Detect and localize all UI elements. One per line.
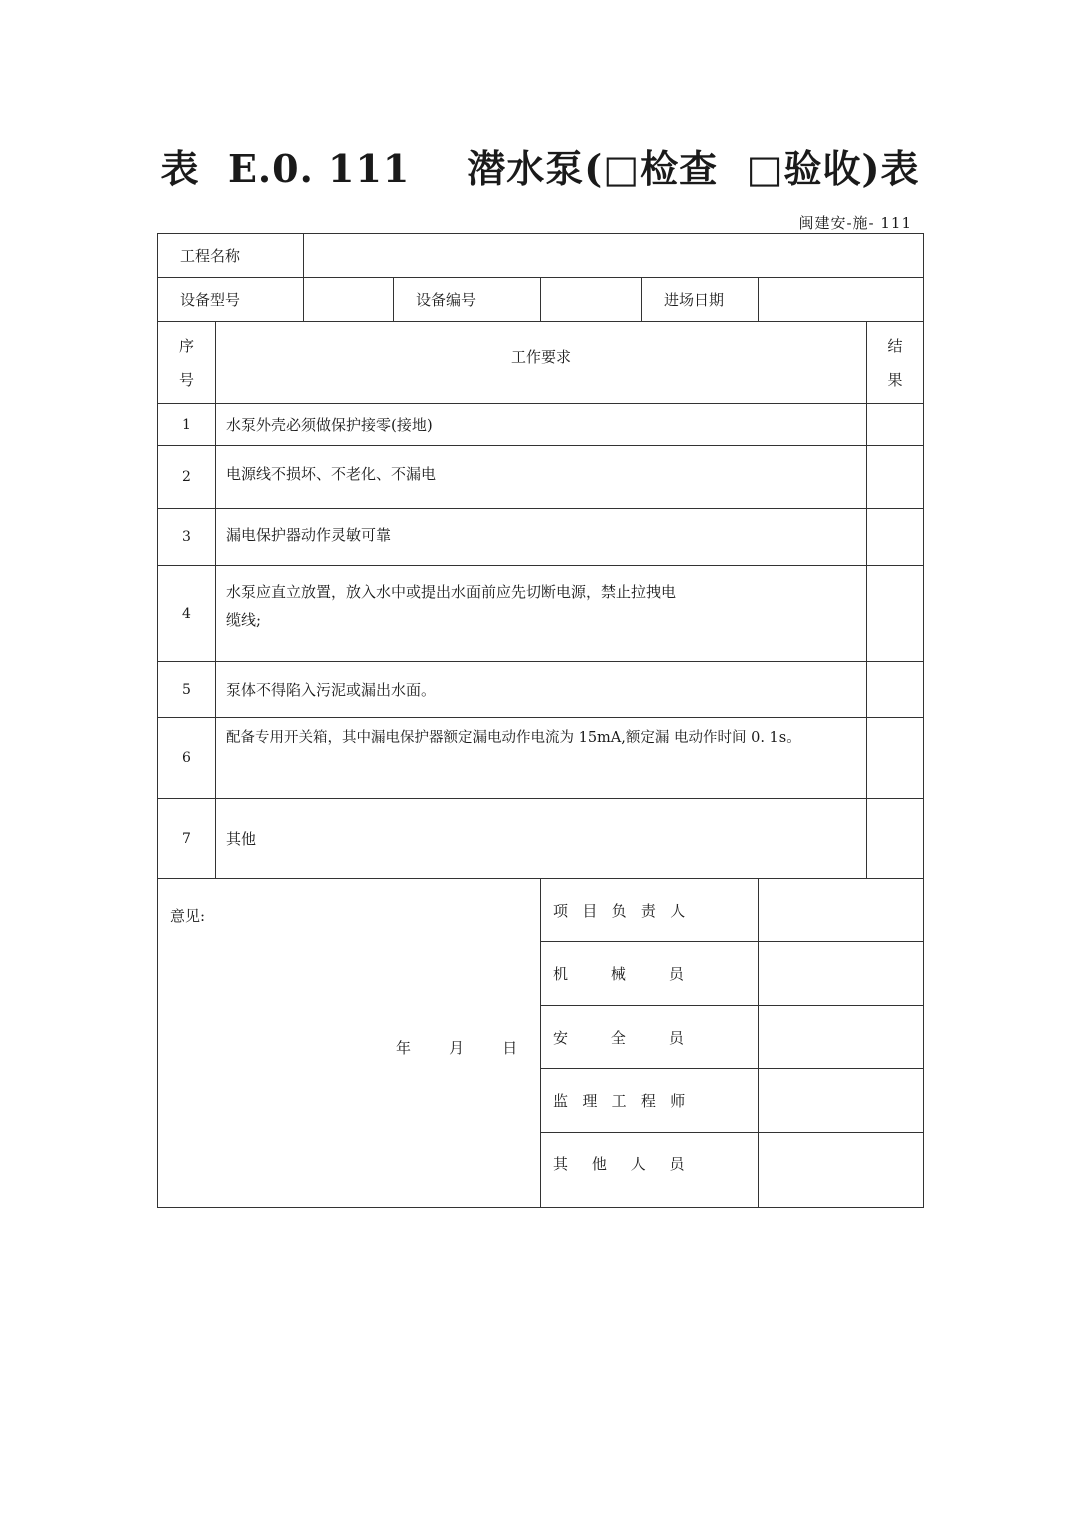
equipment-number-label: 设备编号 [394, 278, 541, 322]
signature-field-others[interactable] [759, 1133, 924, 1208]
table-row [158, 799, 924, 879]
signature-label-safety-officer: 安 全 员 [541, 1006, 759, 1069]
result-cell[interactable] [867, 799, 924, 879]
requirement-text [216, 566, 867, 662]
table-row [158, 509, 924, 566]
signature-label-mechanic: 机 械 员 [541, 942, 759, 1006]
result-cell[interactable] [867, 566, 924, 662]
result-cell[interactable] [867, 509, 924, 566]
opinion-section[interactable] [158, 879, 541, 1208]
requirement-text: 漏电保护器动作灵敏可靠 [216, 509, 867, 566]
seq-header [158, 322, 216, 404]
row-number: 6 [158, 718, 216, 799]
form-code: 闽建安-施- 111 [798, 214, 912, 232]
row-number: 7 [158, 799, 216, 879]
requirement-line: 缆线; [226, 611, 262, 629]
requirement-text: 其他 [216, 799, 867, 879]
entry-date-label: 进场日期 [642, 278, 759, 322]
signature-field-project-leader[interactable] [759, 879, 924, 942]
inspection-table [157, 233, 924, 1208]
project-name-field[interactable] [304, 234, 924, 278]
table-row [158, 566, 924, 662]
signature-label-others: 其 他 人 员 [541, 1133, 759, 1208]
result-cell[interactable] [867, 718, 924, 799]
requirement-text: 泵体不得陷入污泥或漏出水面。 [216, 662, 867, 718]
project-name-label: 工程名称 [158, 234, 304, 278]
seq-header-bottom: 号 [178, 370, 194, 389]
form-title: 表 E.0. 111 潜水泵(□检查 □验收)表 [160, 146, 920, 191]
row-number: 3 [158, 509, 216, 566]
table-row [158, 662, 924, 718]
equipment-model-label: 设备型号 [158, 278, 304, 322]
row-number: 4 [158, 566, 216, 662]
row-number: 2 [158, 446, 216, 509]
equipment-model-field[interactable] [304, 278, 394, 322]
row-number: 5 [158, 662, 216, 718]
signature-field-safety-officer[interactable] [759, 1006, 924, 1069]
signature-label-supervisor: 监 理 工 程 师 [541, 1069, 759, 1133]
table-row [158, 446, 924, 509]
signature-label-project-leader: 项 目 负 责 人 [541, 879, 759, 942]
requirement-text: 水泵外壳必须做保护接零(接地) [216, 404, 867, 446]
opinion-date: 年 月 日 [396, 1039, 518, 1057]
result-cell[interactable] [867, 662, 924, 718]
signature-field-supervisor[interactable] [759, 1069, 924, 1133]
result-cell[interactable] [867, 404, 924, 446]
result-header [867, 322, 924, 404]
table-row [158, 718, 924, 799]
seq-header-top: 序 [178, 336, 194, 355]
result-cell[interactable] [867, 446, 924, 509]
signature-field-mechanic[interactable] [759, 942, 924, 1006]
opinion-label: 意见: [170, 907, 206, 925]
requirement-text: 配备专用开关箱，其中漏电保护器额定漏电动作电流为 15mA,额定漏 电动作时间 0. 1s。 [216, 718, 867, 799]
requirement-text: 电源线不损坏、不老化、不漏电 [216, 446, 867, 509]
table-row [158, 404, 924, 446]
result-header-top: 结 [887, 336, 903, 355]
requirement-header: 工作要求 [216, 322, 867, 404]
requirement-line: 水泵应直立放置，放入水中或提出水面前应先切断电源，禁止拉拽电 [226, 583, 677, 601]
result-header-bottom: 果 [887, 370, 903, 389]
row-number: 1 [158, 404, 216, 446]
equipment-number-field[interactable] [541, 278, 642, 322]
entry-date-field[interactable] [759, 278, 924, 322]
